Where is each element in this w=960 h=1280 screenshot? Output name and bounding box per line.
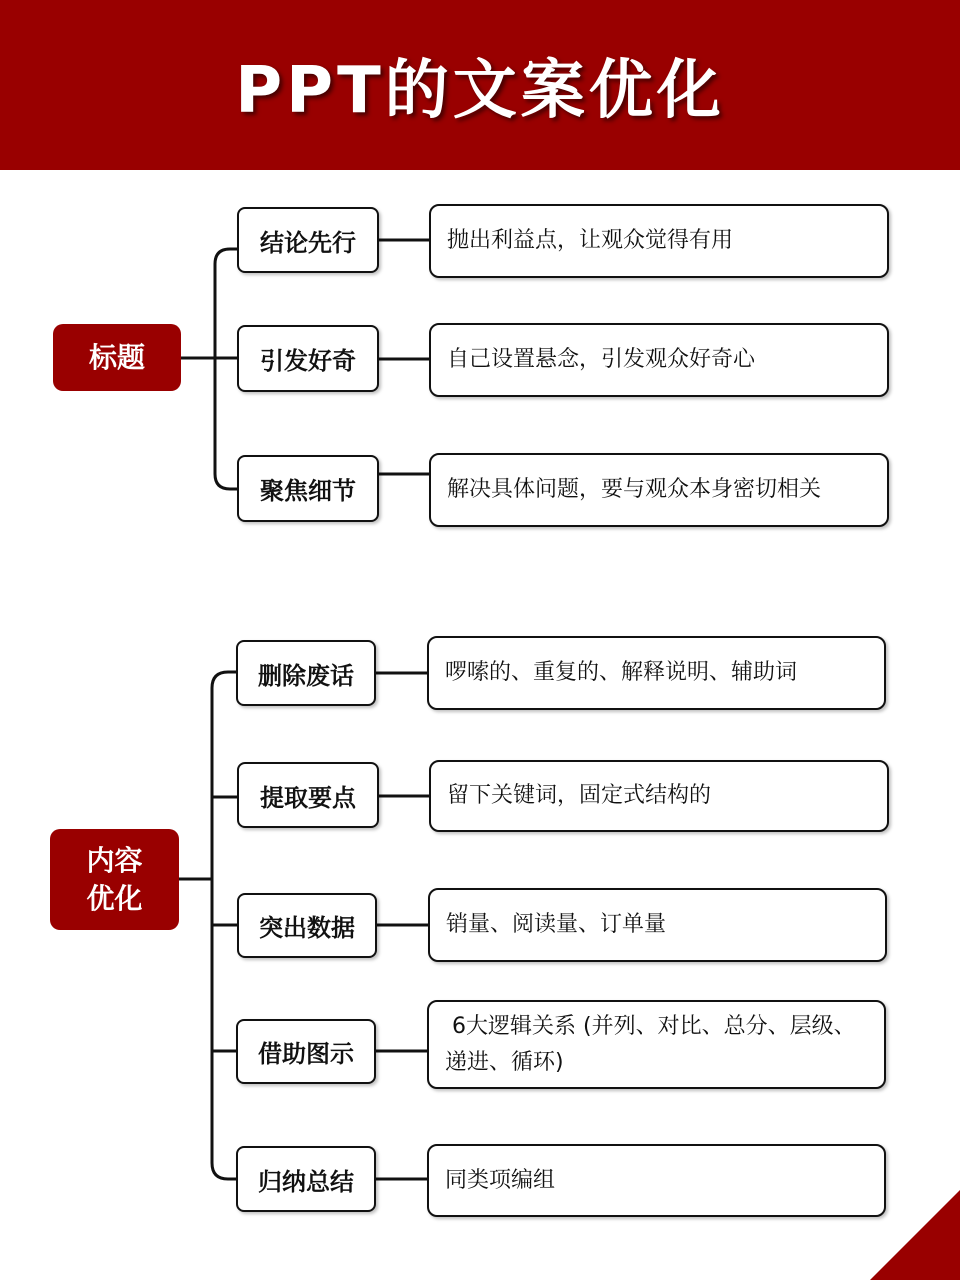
description-box — [429, 323, 889, 397]
subtopic-box — [236, 1146, 376, 1212]
description-box — [427, 636, 886, 710]
description-box — [429, 204, 889, 278]
description-text: 啰嗦的、重复的、解释说明、辅助词 — [445, 660, 798, 685]
subtopic-box — [237, 455, 379, 522]
description-box — [427, 1144, 886, 1217]
subtopic-label: 引发好奇 — [260, 347, 356, 375]
description-text: 留下关键词，固定式结构的 — [447, 783, 712, 808]
description-text: 同类项编组 — [445, 1167, 556, 1193]
description-text: 抛出利益点，让观众觉得有用 — [447, 228, 734, 253]
description-text: 解决具体问题，要与观众本身密切相关 — [447, 477, 822, 502]
description-text: 自己设置悬念，引发观众好奇心 — [447, 347, 756, 372]
subtopic-label: 聚焦细节 — [260, 477, 356, 505]
description-box — [429, 453, 889, 527]
topic-label-line: 标题 — [88, 340, 145, 374]
subtopic-box — [237, 762, 379, 828]
description-text: 6大逻辑关系 (并列、对比、总分、层级、递进、循环) — [445, 1013, 856, 1075]
page-title: PPT的文案优化 — [235, 54, 725, 128]
subtopic-box — [237, 207, 379, 273]
subtopic-box — [237, 325, 379, 392]
subtopic-label: 提取要点 — [260, 783, 356, 812]
description-text: 销量、阅读量、订单量 — [446, 912, 667, 937]
connector-branch — [215, 249, 237, 489]
subtopic-label: 借助图示 — [258, 1040, 354, 1068]
topic-content — [50, 829, 179, 930]
topic-title — [53, 324, 181, 391]
topic-label-line: 内容 — [86, 843, 143, 877]
subtopic-label: 删除废话 — [258, 661, 354, 690]
subtopic-label: 结论先行 — [260, 228, 356, 257]
subtopic-label: 归纳总结 — [258, 1167, 354, 1196]
subtopic-label: 突出数据 — [259, 914, 355, 942]
topic-label-line: 优化 — [86, 881, 143, 915]
description-box — [429, 760, 889, 832]
description-box — [428, 888, 887, 962]
subtopic-box — [236, 640, 376, 706]
description-box — [427, 1000, 886, 1089]
subtopic-box — [237, 893, 377, 958]
subtopic-box — [236, 1019, 376, 1084]
corner-accent — [870, 1190, 960, 1280]
